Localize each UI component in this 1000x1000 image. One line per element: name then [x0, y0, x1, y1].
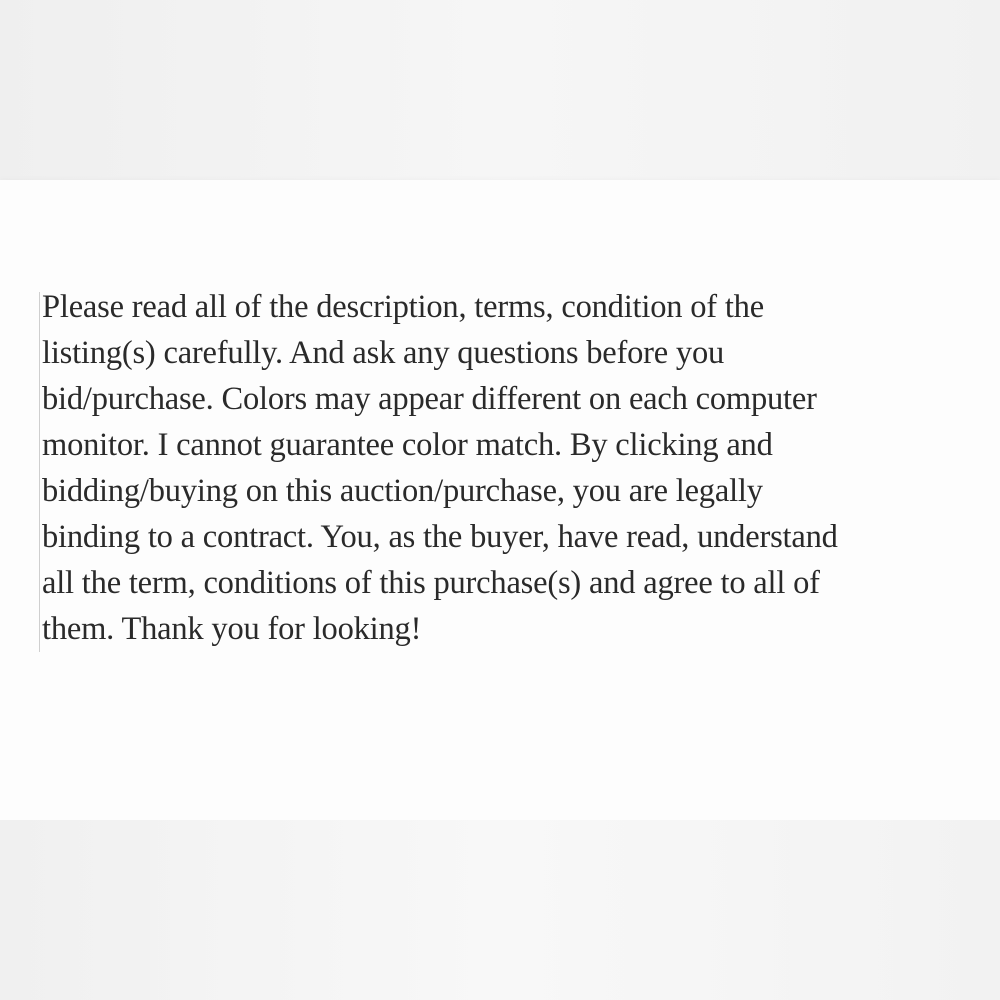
notice-line: bidding/buying on this auction/purchase, you are legally	[42, 473, 763, 509]
terms-notice-paragraph	[42, 284, 972, 652]
notice-line: binding to a contract. You, as the buyer, have read, understand	[42, 519, 838, 555]
notice-line: bid/purchase. Colors may appear different on each computer	[42, 381, 817, 417]
notice-line: listing(s) carefully. And ask any questions before you	[42, 335, 725, 371]
notice-line: monitor. I cannot guarantee color match. By clicking and	[42, 427, 773, 463]
notice-line: Please read all of the description, terms, condition of the	[42, 289, 764, 325]
notice-line: them. Thank you for looking!	[42, 611, 422, 647]
bottom-background-band	[0, 820, 1000, 1000]
notice-line: all the term, conditions of this purchase(s) and agree to all of	[42, 565, 820, 601]
top-background-band	[0, 0, 1000, 180]
text-left-edge-rule	[39, 292, 40, 652]
